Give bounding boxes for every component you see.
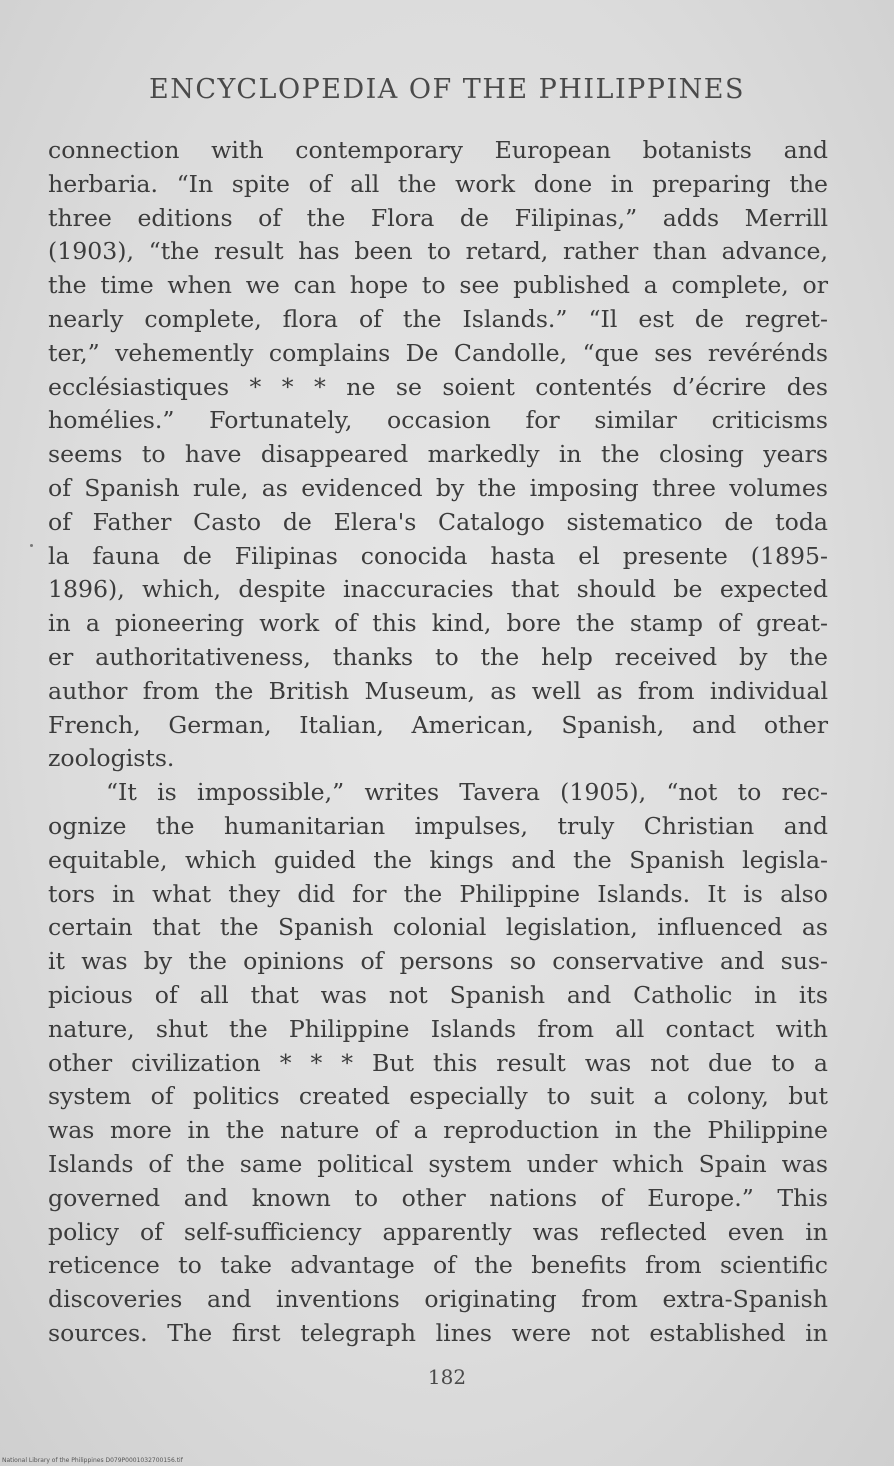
paragraph-2 [48, 776, 828, 1351]
text-line: tors in what they did for the Philippine Islands. It is also [48, 879, 828, 908]
running-header: ENCYCLOPEDIA OF THE PHILIPPINES [149, 74, 745, 105]
text-line: homélies.” Fortunately, occasion for similar criticisms [48, 406, 828, 435]
text-line: equitable, which guided the kings and the Spanish legisla- [48, 845, 828, 874]
text-line: in a pioneering work of this kind, bore the stamp of great- [48, 609, 828, 638]
text-line: connection with contemporary European botanists and [48, 136, 828, 164]
text-line: governed and known to other nations of Europe.” This [48, 1183, 828, 1212]
text-line: policy of self-sufficiency apparently was reflected even in [48, 1217, 828, 1246]
text-line: the time when we can hope to see published a complete, or [48, 271, 828, 300]
text-line: French, German, Italian, American, Spanish, and other [48, 710, 828, 739]
text-line: discoveries and inventions originating from extra-Spanish [48, 1285, 828, 1314]
text-line: certain that the Spanish colonial legislation, influenced as [48, 913, 828, 942]
text-line: other civilization * * * But this result was not due to a [48, 1048, 828, 1077]
text-line: 1896), which, despite inaccuracies that should be expected [48, 575, 828, 604]
text-line: system of politics created especially to suit a colony, but [48, 1082, 828, 1111]
scan-footer-note: National Library of the Philippines D079P0001032700156.tif [2, 1457, 183, 1464]
text-line: three editions of the Flora de Filipinas,” adds Merrill [48, 203, 828, 232]
text-line: nearly complete, flora of the Islands.” “Il est de regret- [48, 304, 828, 333]
text-line: la fauna de Filipinas conocida hasta el presente (1895- [48, 541, 828, 570]
text-line: sources. The first telegraph lines were not established in [48, 1318, 828, 1347]
page-number: 182 [427, 1365, 467, 1389]
text-line: ter,” vehemently complains De Candolle, “que ses revérénds [48, 338, 828, 367]
text-line: author from the British Museum, as well as from individual [48, 676, 828, 705]
text-line: Islands of the same political system under which Spain was [48, 1149, 828, 1178]
text-line: reticence to take advantage of the benefits from scientific [48, 1251, 828, 1280]
text-line: “It is impossible,” writes Tavera (1905), “not to rec- [106, 778, 828, 807]
text-line: it was by the opinions of persons so conservative and sus- [48, 947, 828, 976]
text-line: seems to have disappeared markedly in the closing years [48, 440, 828, 469]
text-line: (1903), “the result has been to retard, rather than advance, [48, 237, 828, 266]
text-line: picious of all that was not Spanish and Catholic in its [48, 980, 828, 1009]
text-line: was more in the nature of a reproduction in the Philippine [48, 1116, 828, 1145]
text-line: er authoritativeness, thanks to the help received by the [48, 642, 828, 671]
text-line: herbaria. “In spite of all the work done in preparing the [48, 169, 828, 198]
text-line: of Spanish rule, as evidenced by the imposing three volumes [48, 473, 828, 502]
text-line: ognize the humanitarian impulses, truly Christian and [48, 811, 828, 840]
text-line: of Father Casto de Elera's Catalogo sistematico de toda [48, 507, 828, 536]
paragraph-1 [48, 134, 828, 776]
text-line: zoologists. [48, 744, 175, 773]
margin-mark [30, 544, 33, 547]
text-line: nature, shut the Philippine Islands from all contact with [48, 1014, 828, 1043]
text-line: ecclésiastiques * * * ne se soient contentés d’écrire des [48, 372, 828, 401]
body-text [48, 134, 828, 1351]
